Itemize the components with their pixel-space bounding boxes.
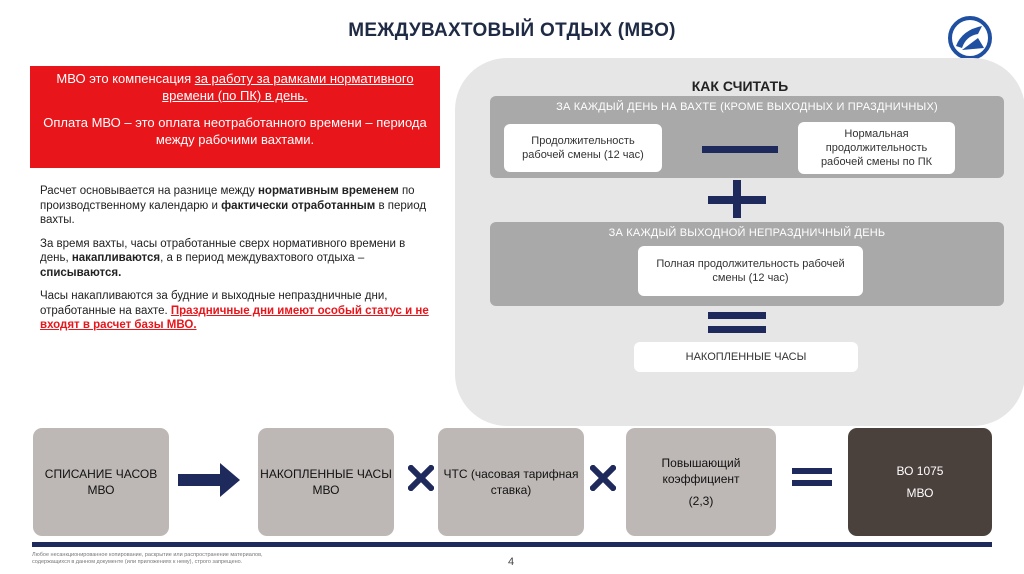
flow-box-label: ЧТС (часовая тарифная ставка) xyxy=(443,467,579,497)
explanation-paragraph-2 xyxy=(40,237,430,281)
text-span: в период вахты. xyxy=(40,199,427,226)
flow-box-accumulated xyxy=(258,428,394,536)
flow-box-result xyxy=(848,428,992,536)
text-bold: списываются. xyxy=(40,266,122,279)
plus-icon-vertical xyxy=(733,180,741,218)
explanation-paragraph-1 xyxy=(40,184,430,228)
panel-title: КАК СЧИТАТЬ xyxy=(691,78,789,94)
text-bold: нормативным временем xyxy=(257,185,399,197)
flow-box-label: НАКОПЛЕННЫЕ ЧАСЫ МВО xyxy=(260,467,392,497)
page-number: 4 xyxy=(508,556,515,568)
flow-box-value: (2,3) xyxy=(688,494,714,508)
page-title: МЕЖДУВАХТОВЫЙ ОТДЫХ (МВО) xyxy=(348,20,676,41)
multiply-icon xyxy=(590,465,616,491)
definition-underlined: за работу за рамками нормативного времени (по ПК) в день. xyxy=(162,71,414,103)
text-span: Часы накапливаются за будние и выходные непраздничные дни, отработанные на вахте. xyxy=(40,290,388,317)
company-logo-icon xyxy=(948,16,992,60)
definition-text-1 xyxy=(38,70,432,104)
multiply-icon xyxy=(408,465,434,491)
weekend-header: ЗА КАЖДЫЙ ВЫХОДНОЙ НЕПРАЗДНИЧНЫЙ ДЕНЬ xyxy=(608,227,886,239)
flow-box-value: МВО xyxy=(906,486,934,500)
equals-icon-lower xyxy=(708,326,766,333)
text-span: , а в период междувахтового отдыха – xyxy=(160,252,365,264)
holiday-warning: Праздничные дни имеют особый статус и не входят в расчет базы МВО. xyxy=(40,304,429,331)
flow-box-coefficient xyxy=(626,428,776,536)
full-shift-card: Полная продолжительность рабочей смены (12 час) xyxy=(638,246,863,296)
flow-box-label: Повышающий коэффициент xyxy=(661,456,741,486)
normal-duration-card: Нормальная продолжительность рабочей смены по ПК xyxy=(798,122,955,174)
explanation-paragraph-3 xyxy=(40,289,430,333)
accumulated-hours-card: НАКОПЛЕННЫЕ ЧАСЫ xyxy=(634,342,858,372)
definition-prefix: МВО это компенсация xyxy=(56,71,195,86)
text-bold: накапливаются xyxy=(71,252,161,264)
explanation-text xyxy=(40,184,430,342)
equals-icon xyxy=(708,312,766,319)
equals-icon xyxy=(792,468,832,474)
minus-icon xyxy=(702,146,778,153)
definition-box xyxy=(30,66,440,168)
flow-box-label: ВО 1075 xyxy=(896,464,944,478)
text-bold: фактически отработанным xyxy=(221,199,376,212)
footer-disclaimer: Любое несанкционированное копирование, раскрытие или распространение материалов, содержащихся в данном документе (или приложениях к нему), строго запрещено. xyxy=(32,552,263,565)
equals-icon-lower xyxy=(792,480,832,486)
definition-text-2: Оплата МВО – это оплата неотработанного времени – периода между рабочими вахтами. xyxy=(43,115,427,147)
text-span: За время вахты, часы отработанные сверх нормативного времени в день, xyxy=(40,237,406,264)
shift-duration-card: Продолжительность рабочей смены (12 час) xyxy=(504,124,662,172)
text-span: Расчет основывается на разнице между xyxy=(40,185,258,197)
footer-divider xyxy=(32,542,992,547)
workday-header: ЗА КАЖДЫЙ ДЕНЬ НА ВАХТЕ (КРОМЕ ВЫХОДНЫХ И ПРАЗДНИЧНЫХ) xyxy=(556,101,938,113)
flow-box-label: СПИСАНИЕ ЧАСОВ МВО xyxy=(44,467,158,497)
flow-box-rate xyxy=(438,428,584,536)
arrow-right-icon xyxy=(178,463,240,497)
text-span: по производственному календарю и xyxy=(40,185,415,212)
flow-box-writeoff xyxy=(33,428,169,536)
